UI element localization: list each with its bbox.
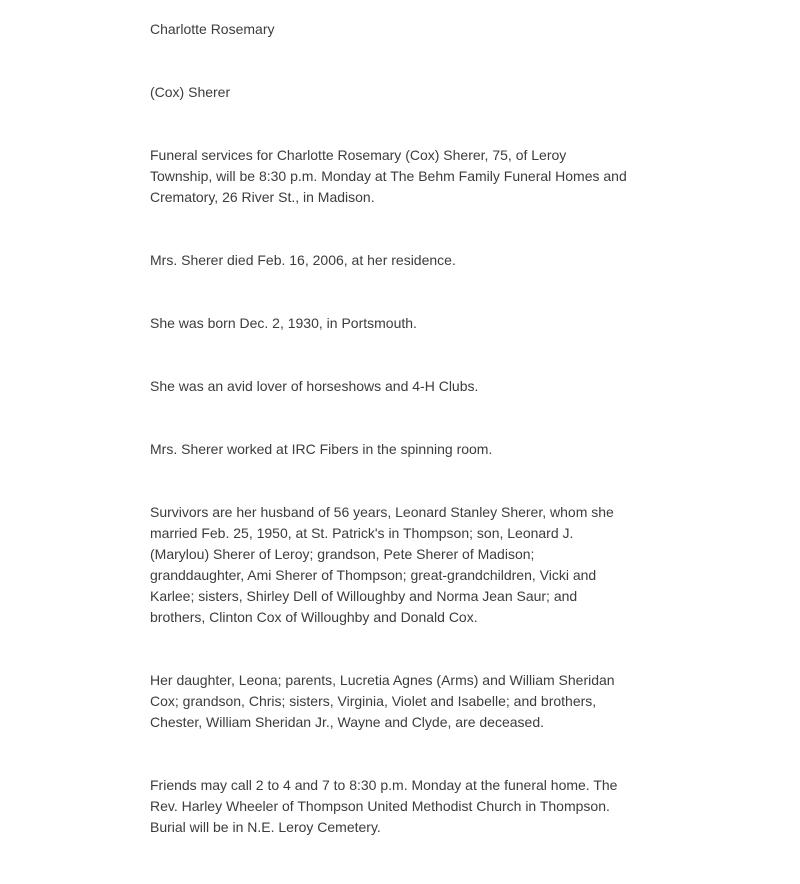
visitation-paragraph: Friends may call 2 to 4 and 7 to 8:30 p.m. Monday at the funeral home. The Rev. Harley Wheeler of Thompson United Methodist Church in Thompson. Burial will be in N.E. Leroy Cemetery. <box>150 777 618 835</box>
birth-paragraph: She was born Dec. 2, 1930, in Portsmouth. <box>150 315 417 331</box>
predeceased-paragraph: Her daughter, Leona; parents, Lucretia Agnes (Arms) and William Sheridan Cox; grandson, Chris; sisters, Virginia, Violet and Isabelle; and brothers, Chester, William Sheridan Jr., Wayne and Clyde, are deceased. <box>150 672 615 730</box>
obituary-name-line1: Charlotte Rosemary <box>150 21 275 37</box>
survivors-paragraph: Survivors are her husband of 56 years, Leonard Stanley Sherer, whom she married Feb. 25, 1950, at St. Patrick's in Thompson; son, Leonard J. (Marylou) Sherer of Leroy; grandson, Pete Sherer of Madison; granddaughter, Ami Sherer of Thompson; great-grandchildren, Vicki and Karlee; sisters, Shirley Dell of Willoughby and Norma Jean Saur; and brothers, Clinton Cox of Willoughby and Donald Cox. <box>150 504 614 625</box>
funeral-services-paragraph: Funeral services for Charlotte Rosemary (Cox) Sherer, 75, of Leroy Township, will be 8:30 p.m. Monday at The Behm Family Funeral Homes and Crematory, 26 River St., in Madison. <box>150 147 627 205</box>
interests-paragraph: She was an avid lover of horseshows and 4-H Clubs. <box>150 378 479 394</box>
obituary-article <box>150 19 630 838</box>
work-paragraph: Mrs. Sherer worked at IRC Fibers in the spinning room. <box>150 441 493 457</box>
obituary-name-line2: (Cox) Sherer <box>150 84 231 100</box>
death-paragraph: Mrs. Sherer died Feb. 16, 2006, at her residence. <box>150 252 456 268</box>
